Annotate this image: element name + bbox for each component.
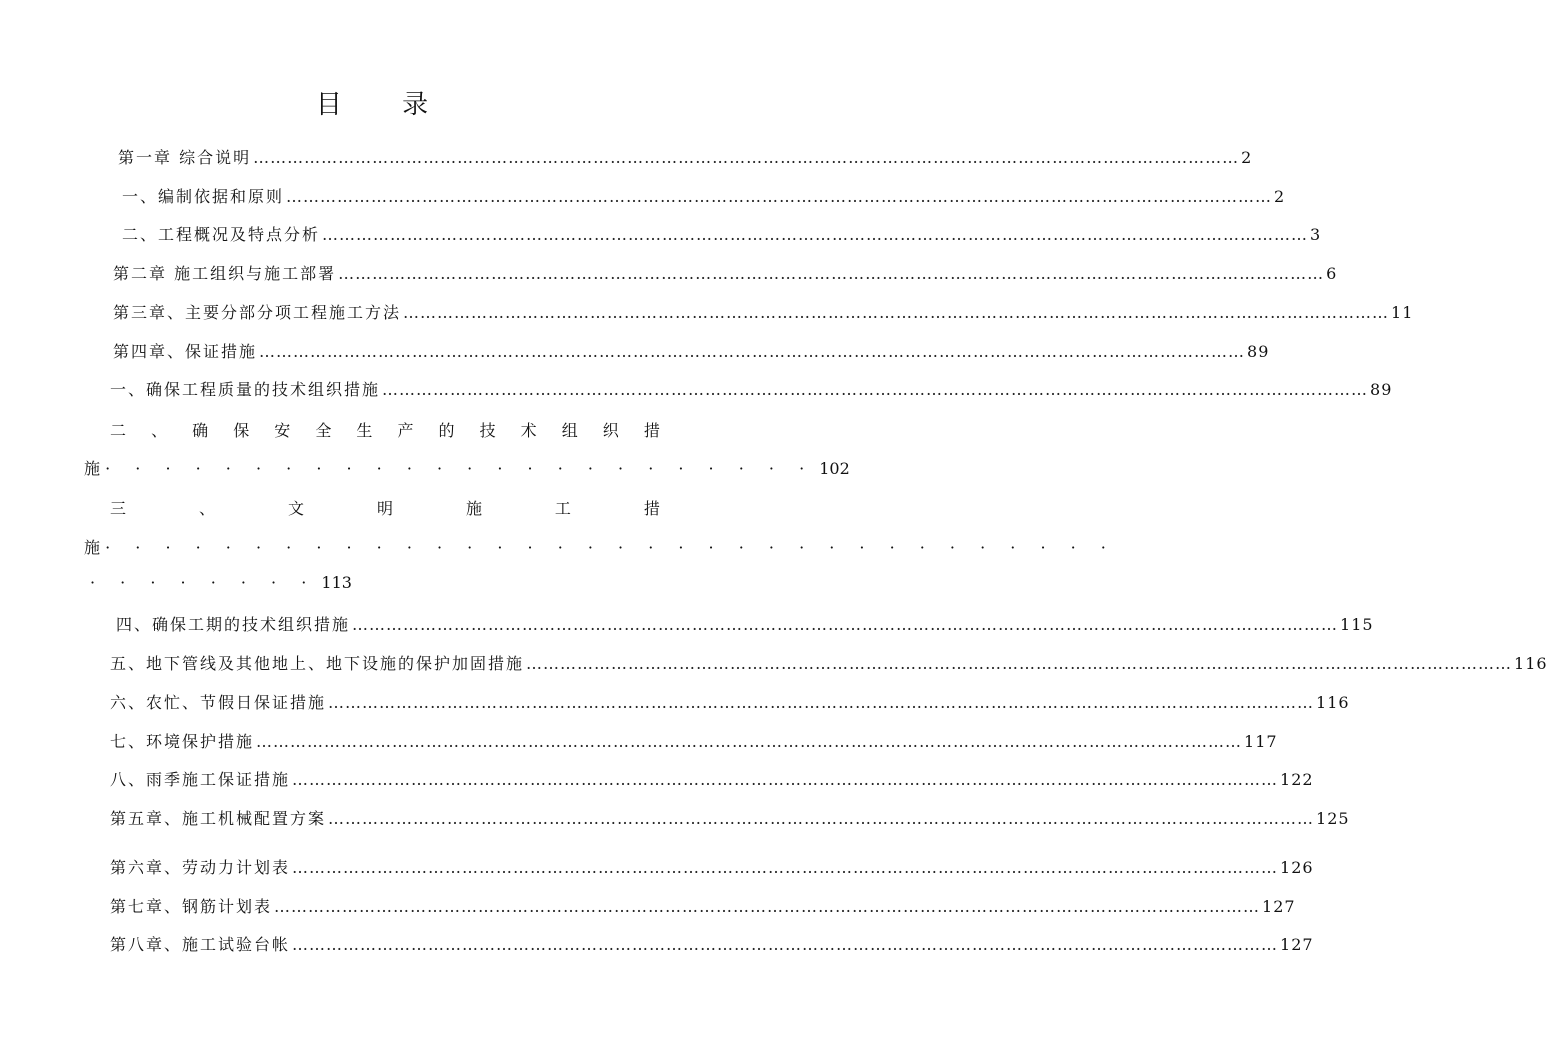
leader-dots <box>328 693 1314 712</box>
toc-entry-civil-continuation <box>84 535 1116 558</box>
spread-char: 确 <box>192 421 209 440</box>
toc-entry-label: 八、雨季施工保证措施 <box>110 770 291 789</box>
toc-entry-page: 116 <box>1514 654 1548 673</box>
toc-entry-page: 89 <box>1247 342 1270 361</box>
spread-tail: 施 <box>84 459 101 478</box>
leader-dots <box>352 615 1338 634</box>
toc-entry-page: 113 <box>321 573 352 592</box>
toc-entry-label: 第三章、主要分部分项工程施工方法 <box>113 303 402 322</box>
toc-entry-label: 七、环境保护措施 <box>110 732 255 751</box>
toc-entry[interactable] <box>113 261 1338 287</box>
toc-entry-page: 11 <box>1391 303 1414 322</box>
spread-char: 保 <box>233 421 250 440</box>
leader-dots <box>322 225 1308 244</box>
toc-entry-label: 第七章、钢筋计划表 <box>110 897 273 916</box>
spread-char: 产 <box>397 421 414 440</box>
leader-dots <box>338 264 1324 283</box>
spread-char: 安 <box>274 421 291 440</box>
toc-entry-label: 第四章、保证措施 <box>113 342 258 361</box>
leader-dots: · · · · · · · · · · · · · · · · · · · · · · · · · · · · · · · · · · <box>105 538 1116 557</box>
leader-dots: · · · · · · · · · · · · · · · · · · · · · · · · <box>105 459 815 478</box>
spread-char: 技 <box>479 421 496 440</box>
leader-dots <box>526 654 1512 673</box>
toc-entry-page: 3 <box>1310 225 1322 244</box>
leader-dots <box>259 342 1245 361</box>
toc-entry-safety[interactable] <box>110 418 660 441</box>
spread-char: 、 <box>151 421 168 440</box>
spread-char: 文 <box>287 499 304 518</box>
toc-entry[interactable] <box>110 932 1314 958</box>
toc-entry-label: 第二章 施工组织与施工部署 <box>113 264 337 283</box>
spread-char: 组 <box>561 421 578 440</box>
toc-entry-civil[interactable] <box>110 496 660 519</box>
toc-entry-page: 125 <box>1316 809 1350 828</box>
toc-entry-label: 一、确保工程质量的技术组织措施 <box>110 380 381 399</box>
toc-entry[interactable] <box>110 651 1548 677</box>
toc-entry[interactable] <box>110 690 1350 716</box>
toc-entry-page: 127 <box>1280 935 1314 954</box>
spread-tail: 施 <box>84 538 101 557</box>
leader-dots <box>292 935 1278 954</box>
toc-entry-page: 6 <box>1326 264 1338 283</box>
spread-char: 二 <box>110 421 127 440</box>
toc-entry-civil-continuation-2 <box>90 573 352 592</box>
toc-entry-label: 第五章、施工机械配置方案 <box>110 809 327 828</box>
spread-char: 工 <box>554 499 571 518</box>
toc-entry-page: 116 <box>1316 693 1350 712</box>
toc-entry-page: 2 <box>1274 187 1286 206</box>
toc-entry-page: 102 <box>819 459 850 478</box>
toc-entry-label: 六、农忙、节假日保证措施 <box>110 693 327 712</box>
toc-entry-page: 89 <box>1370 380 1393 399</box>
spread-char: 明 <box>376 499 393 518</box>
toc-entry-page: 122 <box>1280 770 1314 789</box>
leader-dots <box>286 187 1272 206</box>
leader-dots <box>292 770 1278 789</box>
leader-dots <box>274 897 1260 916</box>
leader-dots <box>328 809 1314 828</box>
toc-title: 目 录 <box>315 90 455 120</box>
leader-dots <box>403 303 1389 322</box>
toc-entry[interactable] <box>122 184 1286 210</box>
toc-entry-label: 四、确保工期的技术组织措施 <box>116 615 351 634</box>
toc-entry[interactable] <box>113 339 1270 365</box>
toc-entry-label: 五、地下管线及其他地上、地下设施的保护加固措施 <box>110 654 525 673</box>
toc-entry[interactable] <box>113 300 1414 326</box>
toc-entry[interactable] <box>122 222 1322 248</box>
toc-entry-page: 127 <box>1262 897 1296 916</box>
spread-char: 术 <box>520 421 537 440</box>
toc-entry[interactable] <box>118 145 1253 171</box>
toc-entry-page: 126 <box>1280 858 1314 877</box>
toc-entry[interactable] <box>110 806 1350 832</box>
toc-entry-safety-continuation <box>84 456 850 479</box>
leader-dots <box>292 858 1278 877</box>
spread-char: 、 <box>198 499 215 518</box>
leader-dots <box>256 732 1242 751</box>
toc-entry[interactable] <box>110 894 1296 920</box>
toc-entry-page: 115 <box>1340 615 1374 634</box>
spread-char: 措 <box>643 421 660 440</box>
spread-char: 生 <box>356 421 373 440</box>
toc-entry-label: 第一章 综合说明 <box>118 148 252 167</box>
toc-entry-page: 2 <box>1241 148 1253 167</box>
toc-entry[interactable] <box>110 377 1393 403</box>
spread-char: 三 <box>110 499 127 518</box>
toc-entry[interactable] <box>116 612 1374 638</box>
spread-char: 全 <box>315 421 332 440</box>
toc-entry-label: 一、编制依据和原则 <box>122 187 285 206</box>
toc-entry[interactable] <box>110 855 1314 881</box>
toc-entry-page: 117 <box>1244 732 1278 751</box>
spread-char: 施 <box>465 499 482 518</box>
toc-entry-label: 二、工程概况及特点分析 <box>122 225 321 244</box>
leader-dots <box>253 148 1239 167</box>
spread-char: 措 <box>643 499 660 518</box>
leader-dots <box>382 380 1368 399</box>
spread-char: 织 <box>602 421 619 440</box>
toc-entry[interactable] <box>110 729 1278 755</box>
leader-dots: · · · · · · · · <box>90 573 317 592</box>
toc-entry[interactable] <box>110 767 1314 793</box>
toc-entry-label: 第六章、劳动力计划表 <box>110 858 291 877</box>
spread-char: 的 <box>438 421 455 440</box>
toc-entry-label: 第八章、施工试验台帐 <box>110 935 291 954</box>
